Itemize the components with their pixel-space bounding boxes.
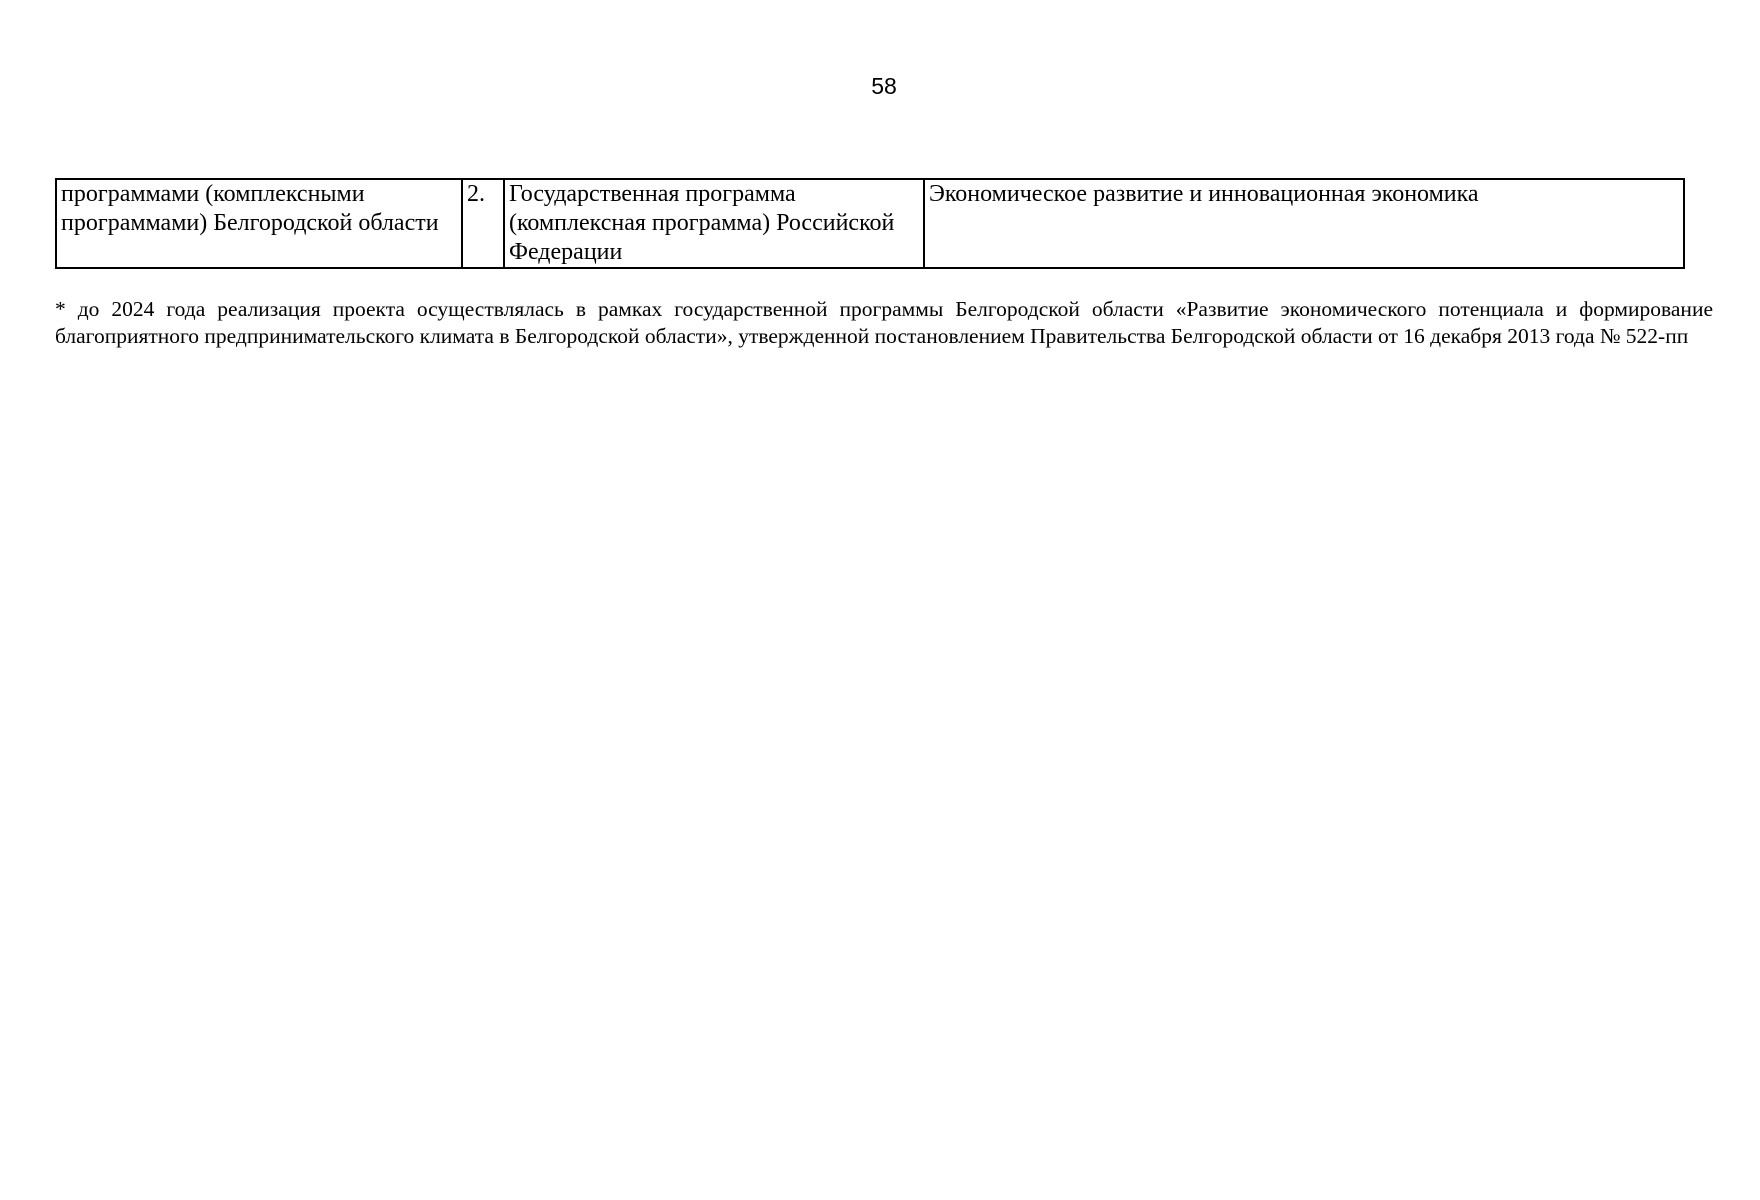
page-number: 58 bbox=[871, 73, 897, 99]
table-row bbox=[56, 179, 1684, 268]
program-table bbox=[55, 178, 1685, 269]
table-cell-number: 2. bbox=[462, 179, 504, 268]
table-cell-program-type: программами (комплексными программами) Белгородской области bbox=[56, 179, 462, 268]
table-cell-federal-program: Государственная программа (комплексная программа) Российской Федерации bbox=[504, 179, 924, 268]
footnote: * до 2024 года реализация проекта осуществлялась в рамках государственной программы Белгородской области «Развитие экономического потенциала и формирование благоприятного предпринимательского климата в Белгородской области», утвержденной постановлением Правительства Белгородской области от 16 декабря 2013 года № 522-пп bbox=[55, 297, 1713, 348]
table-cell-program-name: Экономическое развитие и инновационная экономика bbox=[924, 179, 1684, 268]
